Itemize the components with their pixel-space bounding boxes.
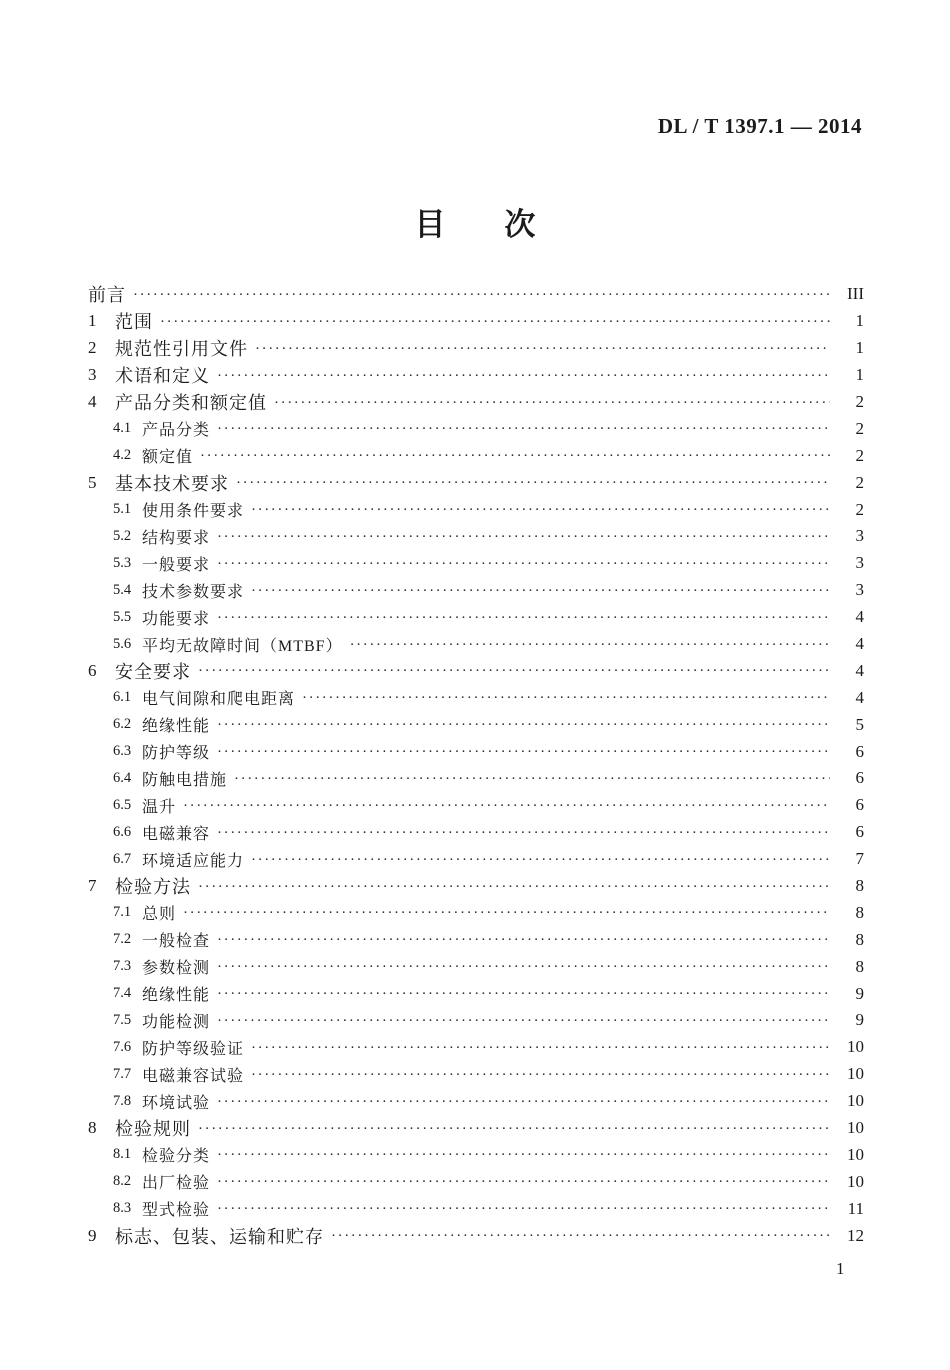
- toc-entry-number: 6.6: [113, 823, 132, 840]
- toc-entry: [88, 362, 864, 389]
- toc-entry-page: 2: [855, 392, 864, 411]
- toc-entry-page: 10: [847, 1118, 864, 1138]
- dot-leader: [217, 422, 830, 437]
- dot-leader: [217, 369, 830, 384]
- toc-entry-title: 防护等级验证: [142, 1040, 245, 1058]
- toc-entry-title: 型式检验: [142, 1202, 211, 1220]
- toc-entry-page: 1: [855, 365, 864, 385]
- dot-leader: [251, 1068, 830, 1083]
- toc-entry-title: 电气间隙和爬电距离: [142, 691, 296, 709]
- toc-entry-page: 10: [847, 1171, 864, 1191]
- dot-leader: [251, 1041, 830, 1056]
- toc-entry: [88, 523, 864, 550]
- toc-entry-title: 绝缘性能: [142, 987, 211, 1005]
- toc-entry: [88, 1222, 864, 1249]
- toc-entry-page: 10: [847, 1064, 864, 1084]
- toc-entry-title: 产品分类和额定值: [115, 393, 267, 413]
- toc-entry: [88, 1168, 864, 1195]
- toc-entry-page: 8: [855, 902, 864, 922]
- toc-entry-number: 8.3: [113, 1200, 132, 1217]
- toc-entry-title: 电磁兼容: [142, 825, 211, 843]
- toc-entry-page: 10: [847, 1144, 864, 1164]
- toc-entry-number: 5: [88, 472, 97, 492]
- toc-entry: [88, 792, 864, 819]
- toc-entry-title: 额定值: [142, 449, 194, 467]
- toc-entry-page: 4: [855, 660, 864, 680]
- dot-leader: [217, 1014, 830, 1029]
- dot-leader: [251, 584, 830, 599]
- dot-leader: [217, 611, 830, 626]
- toc-entry: [88, 281, 864, 308]
- toc-entry-number: 5.1: [113, 501, 132, 518]
- dot-leader: [133, 288, 830, 303]
- toc-entry-number: 7.8: [113, 1092, 132, 1109]
- toc-entry: [88, 389, 864, 416]
- toc-entry-page: 10: [847, 1091, 864, 1111]
- toc-entry-title: 前言: [88, 285, 126, 306]
- toc-entry-page: 7: [855, 849, 864, 869]
- toc-entry: [88, 604, 864, 631]
- toc-entry: [88, 899, 864, 926]
- dot-leader: [217, 1148, 830, 1163]
- toc-entry-page: 6: [855, 795, 864, 815]
- toc-entry-page: 8: [855, 956, 864, 976]
- toc-entry: [88, 873, 864, 900]
- toc-entry-number: 7.2: [113, 931, 132, 948]
- toc-entry-number: 6.5: [113, 796, 132, 813]
- toc-entry: [88, 631, 864, 658]
- dot-leader: [198, 664, 830, 679]
- toc-entry-number: 5.2: [113, 527, 132, 544]
- toc-entry-title: 防护等级: [142, 745, 211, 763]
- toc-entry: [88, 657, 864, 684]
- toc-entry: [88, 1034, 864, 1061]
- dot-leader: [217, 987, 830, 1002]
- toc-entry-title: 一般检查: [142, 933, 211, 951]
- toc-entry-title: 一般要求: [142, 556, 211, 574]
- toc-entry-title: 总则: [142, 906, 177, 924]
- toc-entry: [88, 1115, 864, 1142]
- toc-entry: [88, 1195, 864, 1222]
- toc-entry-page: 5: [855, 714, 864, 734]
- toc-entry-title: 术语和定义: [115, 366, 210, 387]
- toc-entry-title: 规范性引用文件: [115, 339, 248, 360]
- toc-entry-number: 7.6: [113, 1038, 132, 1055]
- toc-entry: [88, 442, 864, 469]
- footer-page-number: 1: [836, 1259, 845, 1278]
- toc-entry-number: 6.7: [113, 850, 132, 867]
- dot-leader: [350, 638, 830, 653]
- dot-leader: [217, 1175, 830, 1190]
- toc-entry: [88, 1061, 864, 1088]
- dot-leader: [217, 933, 830, 948]
- toc-entry-page: III: [847, 284, 864, 304]
- toc-entry-page: 11: [847, 1198, 864, 1218]
- dot-leader: [160, 315, 830, 330]
- toc-entry-page: 3: [855, 526, 864, 546]
- toc-entry-title: 标志、包装、运输和贮存: [115, 1226, 324, 1247]
- toc-entry-number: 6.2: [113, 716, 132, 733]
- dot-leader: [217, 557, 830, 572]
- toc-entry-title: 电磁兼容试验: [142, 1067, 245, 1085]
- dot-leader: [302, 691, 830, 706]
- toc-entry-page: 2: [855, 499, 864, 519]
- toc-entry-number: 1: [88, 311, 97, 331]
- toc-entry-page: 2: [855, 418, 864, 438]
- toc-entry-page: 6: [855, 822, 864, 842]
- dot-leader: [217, 960, 830, 975]
- toc-entry: [88, 738, 864, 765]
- toc-entry-page: 10: [847, 1037, 864, 1057]
- toc-entry-number: 4.1: [113, 420, 132, 437]
- dot-leader: [251, 503, 830, 518]
- toc-entry-title: 功能检测: [142, 1013, 211, 1031]
- dot-leader: [217, 826, 830, 841]
- dot-leader: [217, 745, 830, 760]
- toc-entry-title: 防触电措施: [142, 771, 228, 789]
- toc-entry-page: 4: [855, 634, 864, 654]
- toc-entry-number: 5.4: [113, 581, 132, 598]
- toc-entry-page: 3: [855, 580, 864, 600]
- dot-leader: [198, 880, 830, 895]
- toc-entry-title: 功能要求: [142, 610, 211, 628]
- toc-entry-number: 7.4: [113, 985, 132, 1002]
- toc-entry: [88, 415, 864, 442]
- dot-leader: [183, 906, 830, 921]
- toc-entry-title: 参数检测: [142, 960, 211, 978]
- toc-entry: [88, 577, 864, 604]
- dot-leader: [217, 718, 830, 733]
- toc-entry-page: 6: [855, 768, 864, 788]
- toc-entry: [88, 1088, 864, 1115]
- dot-leader: [217, 530, 830, 545]
- toc-entry: [88, 711, 864, 738]
- toc-entry: [88, 819, 864, 846]
- toc-entry-title: 技术参数要求: [142, 583, 245, 601]
- toc-entry: [88, 1007, 864, 1034]
- toc-entry-number: 7.7: [113, 1065, 132, 1082]
- toc-entry-title: 出厂检验: [142, 1175, 211, 1193]
- toc-entry-title: 环境试验: [142, 1094, 211, 1112]
- toc-entry: [88, 308, 864, 335]
- toc-entry-title: 范围: [115, 312, 153, 333]
- toc-entry: [88, 496, 864, 523]
- toc-entry-number: 6: [88, 660, 97, 680]
- toc-entry-title: 结构要求: [142, 529, 211, 547]
- toc-entry-page: 12: [847, 1225, 864, 1245]
- toc-entry: [88, 469, 864, 496]
- dot-leader: [234, 772, 830, 787]
- toc-entry-page: 6: [855, 741, 864, 761]
- toc-entry-title: 产品分类: [142, 422, 211, 440]
- toc-entry-page: 4: [855, 687, 864, 707]
- dot-leader: [217, 1202, 830, 1217]
- toc-entry-page: 8: [855, 876, 864, 896]
- toc-entry-number: 4: [88, 392, 97, 411]
- toc-entry-number: 6.3: [113, 743, 132, 760]
- toc-entry-number: 6.1: [113, 689, 132, 706]
- page-title: 目次: [414, 207, 595, 242]
- toc-entry-number: 5.3: [113, 554, 132, 571]
- dot-leader: [251, 853, 830, 868]
- toc-entry: [88, 765, 864, 792]
- toc-entry-title: 环境适应能力: [142, 852, 245, 870]
- toc-entry-title: 绝缘性能: [142, 718, 211, 736]
- toc-entry-page: 3: [855, 553, 864, 573]
- toc-entry-title: 安全要求: [115, 661, 191, 682]
- toc-entry-title: 检验分类: [142, 1148, 211, 1166]
- toc-entry-title: 平均无故障时间（MTBF）: [142, 637, 343, 655]
- toc-entry-title: 检验规则: [115, 1119, 191, 1140]
- toc-entry-number: 2: [88, 338, 97, 358]
- toc-entry-page: 8: [855, 929, 864, 949]
- dot-leader: [200, 449, 830, 464]
- toc-entry-number: 3: [88, 365, 97, 385]
- toc-entry-number: 4.2: [113, 447, 132, 464]
- toc-entry-page: 1: [855, 338, 864, 358]
- toc-entry: [88, 550, 864, 577]
- dot-leader: [183, 799, 830, 814]
- toc-entry-page: 4: [855, 607, 864, 627]
- toc-entry-number: 7.3: [113, 958, 132, 975]
- toc-entry-page: 2: [855, 445, 864, 465]
- toc-entry-title: 检验方法: [115, 877, 191, 898]
- toc-entry-number: 8.1: [113, 1146, 132, 1163]
- toc-entry-page: 1: [855, 311, 864, 331]
- toc-entry: [88, 846, 864, 873]
- dot-leader: [255, 342, 830, 357]
- toc-entry: [88, 953, 864, 980]
- toc-entry-number: 8: [88, 1118, 97, 1138]
- toc-entry-page: 9: [855, 1010, 864, 1030]
- toc-entry-title: 基本技术要求: [115, 473, 229, 494]
- toc-entry-number: 7.1: [113, 904, 132, 921]
- doc-code: DL / T 1397.1 — 2014: [657, 114, 862, 138]
- toc-entry: [88, 335, 864, 362]
- toc-entry-title: 温升: [142, 798, 177, 816]
- dot-leader: [198, 1122, 830, 1137]
- toc-entry: [88, 980, 864, 1007]
- toc-entry-page: 9: [855, 983, 864, 1003]
- toc-entry-page: 2: [855, 472, 864, 492]
- toc-entry-number: 5.5: [113, 608, 132, 625]
- toc-entry-title: 使用条件要求: [142, 503, 245, 521]
- toc-entry: [88, 684, 864, 711]
- toc-entry-number: 7: [88, 876, 97, 896]
- dot-leader: [236, 476, 830, 491]
- toc-entry-number: 7.5: [113, 1011, 132, 1028]
- toc-list: [88, 281, 864, 1249]
- toc-entry-number: 8.2: [113, 1173, 132, 1190]
- toc-entry: [88, 1142, 864, 1169]
- toc-entry-number: 9: [88, 1225, 97, 1245]
- dot-leader: [217, 1095, 830, 1110]
- toc-entry: [88, 926, 864, 953]
- toc-entry-number: 6.4: [113, 769, 132, 786]
- dot-leader: [274, 396, 830, 411]
- dot-leader: [331, 1229, 830, 1244]
- toc-entry-number: 5.6: [113, 635, 132, 652]
